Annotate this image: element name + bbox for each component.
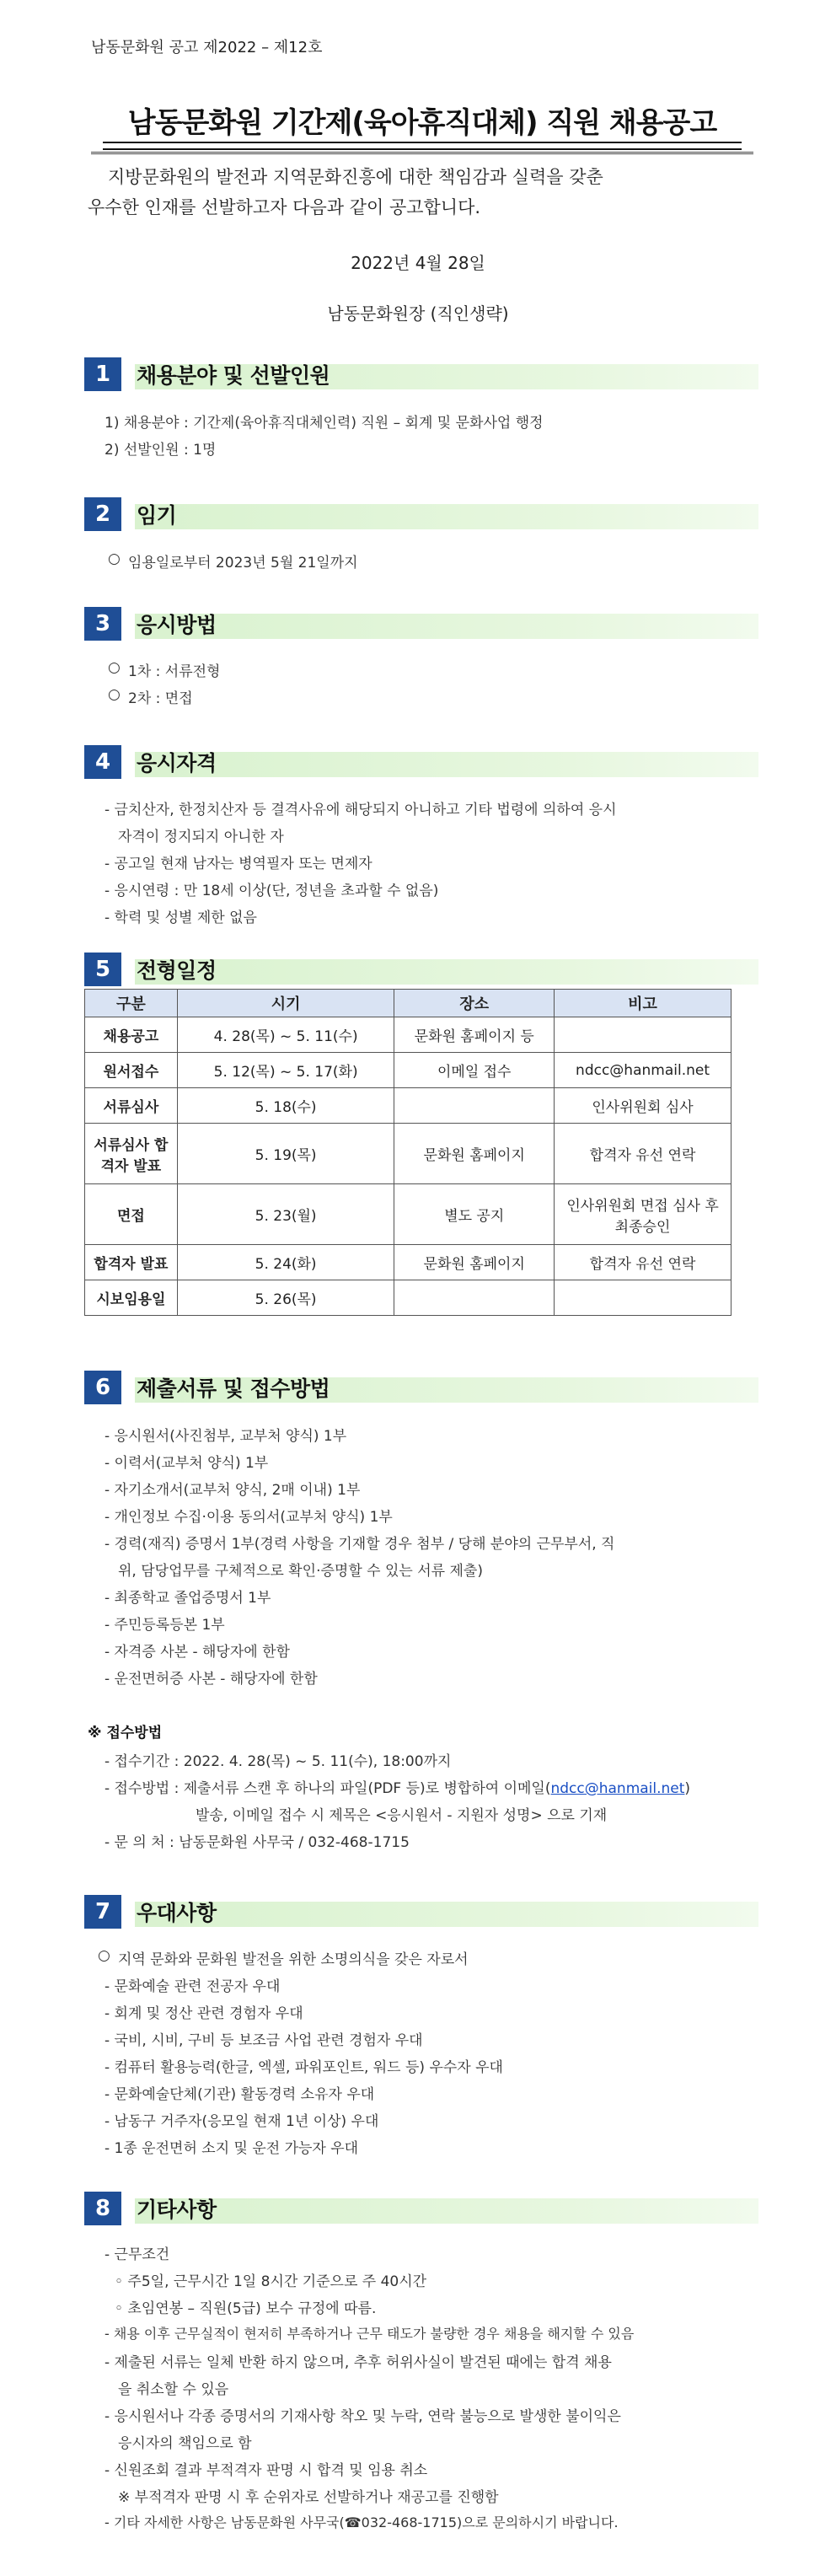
table-row (85, 1184, 732, 1245)
section-7-header (84, 1895, 758, 1927)
table-cell: 문화원 홈페이지 등 (394, 1017, 555, 1053)
s4-line-4: - 응시연령 : 만 18세 이상(단, 정년을 초과할 수 없음) (104, 883, 439, 899)
table-cell: 문화원 홈페이지 (394, 1245, 555, 1280)
table-row (85, 1088, 732, 1124)
s7-line-7: - 남동구 거주자(응모일 현재 1년 이상) 우대 (104, 2113, 379, 2130)
table-cell: 5. 26(목) (177, 1280, 394, 1316)
section-number: 2 (84, 497, 121, 531)
s4-line-1: - 금치산자, 한정치산자 등 결격사유에 해당되지 아니하고 기타 법령에 의하여 응시 (104, 802, 617, 818)
s8-line-6: 을 취소할 수 있음 (118, 2381, 229, 2398)
table-cell: 인사위원회 면접 심사 후 최종승인 (555, 1184, 732, 1245)
document-number: 남동문화원 공고 제2022 – 제12호 (91, 39, 323, 56)
section-title: 채용분야 및 선발인원 (137, 363, 330, 388)
section-number: 1 (84, 357, 121, 391)
s8-line-9: - 신원조회 결과 부적격자 판명 시 합격 및 임용 취소 (104, 2462, 428, 2479)
table-cell: 5. 18(수) (177, 1088, 394, 1124)
method-how-line-1 (104, 1776, 690, 1797)
column-header: 시기 (177, 990, 394, 1017)
table-cell: 이메일 접수 (394, 1053, 555, 1088)
table-header-row (85, 990, 732, 1017)
table-cell: 면접 (85, 1184, 178, 1245)
method-how-end: ) (684, 1780, 691, 1797)
s7-line-5: - 컴퓨터 활용능력(한글, 엑셀, 파워포인트, 워드 등) 우수자 우대 (104, 2059, 503, 2076)
section-title: 응시자격 (137, 751, 217, 775)
section-number: 7 (84, 1895, 121, 1929)
table-cell (394, 1280, 555, 1316)
table-cell: 문화원 홈페이지 (394, 1124, 555, 1184)
s6-line-8: - 주민등록등본 1부 (104, 1617, 225, 1634)
s8-line-10: ※ 부적격자 판명 시 후 순위자로 선발하거나 재공고를 진행함 (118, 2489, 499, 2506)
section-title: 임기 (137, 503, 177, 528)
s7-line-3: - 회계 및 정산 관련 경험자 우대 (104, 2005, 303, 2022)
section-title: 전형일정 (137, 958, 217, 983)
section-title: 기타사항 (137, 2198, 217, 2222)
s6-line-10: - 운전면허증 사본 - 해당자에 한함 (104, 1671, 318, 1688)
s4-line-2: 자격이 정지되지 아니한 자 (118, 829, 284, 845)
s7-line-8: - 1종 운전면허 소지 및 운전 가능자 우대 (104, 2140, 359, 2157)
s8-line-8: 응시자의 책임으로 함 (118, 2435, 252, 2452)
section-number: 3 (84, 607, 121, 641)
title-underline (103, 142, 742, 150)
page-title: 남동문화원 기간제(육아휴직대체) 직원 채용공고 (127, 106, 717, 140)
table-row (85, 1280, 732, 1316)
table-cell: ndcc@hanmail.net (555, 1053, 732, 1088)
table-cell: 서류심사 (85, 1088, 178, 1124)
intro-line-2: 우수한 인재를 선발하고자 다음과 같이 공고합니다. (88, 197, 481, 217)
table-cell (555, 1280, 732, 1316)
column-header: 구분 (85, 990, 178, 1017)
table-cell: 5. 23(월) (177, 1184, 394, 1245)
s7-line-1: ○ 지역 문화와 문화원 발전을 위한 소명의식을 갖은 자로서 (118, 1947, 469, 1968)
s7-line-6: - 문화예술단체(기관) 활동경력 소유자 우대 (104, 2086, 375, 2103)
section-number: 4 (84, 745, 121, 779)
table-row (85, 1053, 732, 1088)
s8-line-2: ◦ 주5일, 근무시간 1일 8시간 기준으로 주 40시간 (115, 2273, 427, 2290)
s8-line-1: - 근무조건 (104, 2246, 170, 2263)
table-row (85, 1124, 732, 1184)
method-period: - 접수기간 : 2022. 4. 28(목) ~ 5. 11(수), 18:00까지 (104, 1753, 452, 1770)
s7-line-4: - 국비, 시비, 구비 등 보조금 사업 관련 경험자 우대 (104, 2032, 423, 2049)
table-cell: 합격자 발표 (85, 1245, 178, 1280)
section-6-header (84, 1371, 758, 1403)
section-8-header (84, 2192, 758, 2224)
table-cell: 원서접수 (85, 1053, 178, 1088)
s8-line-11: - 기타 자세한 사항은 남동문화원 사무국(☎032-468-1715)으로 문의하시기 바랍니다. (104, 2514, 619, 2530)
table-cell: 별도 공지 (394, 1184, 555, 1245)
table-cell: 인사위원회 심사 (555, 1088, 732, 1124)
section-4-header (84, 745, 758, 777)
table-cell: 5. 19(목) (177, 1124, 394, 1184)
s6-line-1: - 응시원서(사진첨부, 교부처 양식) 1부 (104, 1428, 347, 1445)
method-title: ※ 접수방법 (88, 1725, 163, 1741)
s1-line-2: 2) 선발인원 : 1명 (104, 442, 217, 459)
section-number: 8 (84, 2192, 121, 2225)
s6-line-2: - 이력서(교부처 양식) 1부 (104, 1455, 269, 1472)
s6-line-7: - 최종학교 졸업증명서 1부 (104, 1590, 271, 1607)
table-cell (555, 1017, 732, 1053)
section-title: 우대사항 (137, 1901, 217, 1925)
s6-line-6: 위, 담당업무를 구체적으로 확인·증명할 수 있는 서류 제출) (118, 1563, 483, 1580)
table-cell (394, 1088, 555, 1124)
announcement-date: 2022년 4월 28일 (351, 253, 485, 273)
table-row (85, 1245, 732, 1280)
s4-line-5: - 학력 및 성별 제한 없음 (104, 910, 257, 926)
email-link[interactable]: ndcc@hanmail.net (550, 1780, 685, 1797)
section-1-header (84, 357, 758, 389)
s4-line-3: - 공고일 현재 남자는 병역필자 또는 면제자 (104, 856, 372, 872)
table-row (85, 1017, 732, 1053)
s8-line-7: - 응시원서나 각종 증명서의 기재사항 착오 및 누락, 연락 불능으로 발생한 불이익은 (104, 2408, 621, 2425)
section-3-header (84, 607, 758, 639)
table-cell: 5. 12(목) ~ 5. 17(화) (177, 1053, 394, 1088)
issuer: 남동문화원장 (직인생략) (327, 303, 509, 324)
section-number: 5 (84, 953, 121, 986)
s3-line-1: ○ 1차 : 서류전형 (128, 659, 220, 680)
section-5-header (84, 953, 758, 985)
section-number: 6 (84, 1371, 121, 1404)
intro-line-1: 지방문화원의 발전과 지역문화진흥에 대한 책임감과 실력을 갖춘 (108, 167, 603, 187)
s6-line-3: - 자기소개서(교부처 양식, 2매 이내) 1부 (104, 1482, 361, 1499)
column-header: 장소 (394, 990, 555, 1017)
s2-line-1: ○ 임용일로부터 2023년 5월 21일까지 (128, 550, 358, 572)
s6-line-5: - 경력(재직) 증명서 1부(경력 사항을 기재할 경우 첨부 / 당해 분야의 근무부서, 직 (104, 1536, 615, 1553)
table-cell: 채용공고 (85, 1017, 178, 1053)
section-title: 응시방법 (137, 613, 217, 637)
section-2-header (84, 497, 758, 529)
column-header: 비고 (555, 990, 732, 1017)
table-cell: 4. 28(목) ~ 5. 11(수) (177, 1017, 394, 1053)
method-contact: - 문 의 처 : 남동문화원 사무국 / 032-468-1715 (104, 1834, 410, 1851)
schedule-table (84, 989, 732, 1316)
table-cell: 합격자 유선 연락 (555, 1124, 732, 1184)
section-title: 제출서류 및 접수방법 (137, 1377, 330, 1401)
method-how-text: - 접수방법 : 제출서류 스캔 후 하나의 파일(PDF 등)로 병합하여 이메일( (104, 1780, 551, 1797)
table-cell: 5. 24(화) (177, 1245, 394, 1280)
s6-line-9: - 자격증 사본 - 해당자에 한함 (104, 1644, 290, 1661)
s8-line-3: ◦ 초임연봉 – 직원(5급) 보수 규정에 따름. (115, 2300, 377, 2317)
s8-line-5: - 제출된 서류는 일체 반환 하지 않으며, 추후 허위사실이 발견된 때에는 합격 채용 (104, 2354, 612, 2371)
method-how-line-2: 발송, 이메일 접수 시 제목은 <응시원서 - 지원자 성명> 으로 기재 (196, 1807, 608, 1824)
s1-line-1: 1) 채용분야 : 기간제(육아휴직대체인력) 직원 – 회계 및 문화사업 행정 (104, 415, 544, 432)
s7-line-2: - 문화예술 관련 전공자 우대 (104, 1978, 281, 1995)
s3-line-2: ○ 2차 : 면접 (128, 686, 193, 707)
table-cell: 시보임용일 (85, 1280, 178, 1316)
s6-line-4: - 개인정보 수집·이용 동의서(교부처 양식) 1부 (104, 1509, 393, 1526)
title-box (91, 98, 753, 154)
table-cell: 합격자 유선 연락 (555, 1245, 732, 1280)
table-cell: 서류심사 합격자 발표 (85, 1124, 178, 1184)
s8-line-4: - 채용 이후 근무실적이 현저히 부족하거나 근무 태도가 불량한 경우 채용을 해지할 수 있음 (104, 2326, 635, 2342)
